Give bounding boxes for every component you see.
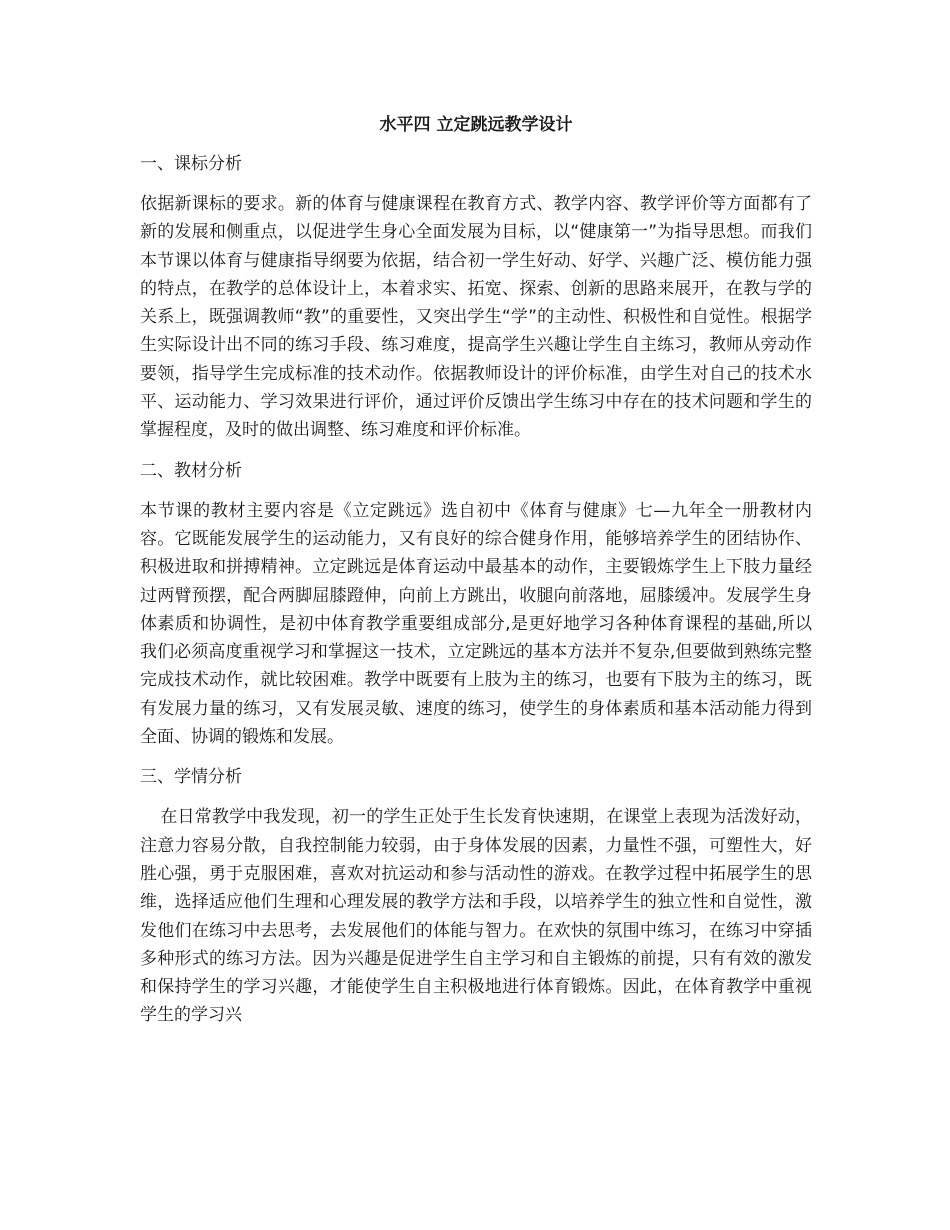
section-textbook-analysis bbox=[140, 457, 812, 752]
section-paragraph: 依据新课标的要求。新的体育与健康课程在教育方式、教学内容、教学评价等方面都有了新的发展和侧重点，以促进学生身心全面发展为目标，以“健康第一”为指导思想。而我们本节课以体育与健康指导纲要为依据，结合初一学生好动、好学、兴趣广泛、模仿能力强的特点，在教学的总体设计上，本着求实、拓宽、探索、创新的思路来展开，在教与学的关系上，既强调教师“教”的重要性，又突出学生“学”的主动性、积极性和自觉性。根据学生实际设计出不同的练习手段、练习难度，提高学生兴趣让学生自主练习，教师从旁动作要领，指导学生完成标准的技术动作。依据教师设计的评价标准，由学生对自己的技术水平、运动能力、学习效果进行评价，通过评价反馈出学生练习中存在的技术问题和学生的掌握程度，及时的做出调整、练习难度和评价标准。 bbox=[140, 194, 812, 441]
document-content bbox=[140, 108, 812, 1042]
section-heading: 二、教材分析 bbox=[140, 460, 242, 481]
section-paragraph: 本节课的教材主要内容是《立定跳远》选自初中《体育与健康》七—九年全一册教材内容。它既能发展学生的运动能力，又有良好的综合健身作用，能够培养学生的团结协作、积极进取和拼搏精神。立定跳远是体育运动中最基本的动作，主要锻炼学生上下肢力量经过两臂预摆，配合两脚屈膝蹬伸，向前上方跳出，收腿向前落地，屈膝缓冲。发展学生身体素质和协调性，是初中体育教学重要组成部分,是更好地学习各种体育课程的基础,所以我们必须高度重视学习和掌握这一技术，立定跳远的基本方法并不复杂,但要做到熟练完整完成技术动作，就比较困难。教学中既要有上肢为主的练习，也要有下肢为主的练习，既有发展力量的练习，又有发展灵敏、速度的练习，使学生的身体素质和基本活动能力得到全面、协调的锻炼和发展。 bbox=[140, 500, 812, 748]
section-heading: 一、课标分析 bbox=[140, 154, 242, 174]
section-paragraph: 在日常教学中我发现，初一的学生正处于生长发育快速期，在课堂上表现为活泼好动，注意力容易分散，自我控制能力较弱，由于身体发展的因素，力量性不强，可塑性大，好胜心强，勇于克服困难，喜欢对抗运动和参与活动性的游戏。在教学过程中拓展学生的思维，选择适应他们生理和心理发展的教学方法和手段，以培养学生的独立性和自觉性，激发他们在练习中去思考，去发展他们的体能与智力。在欢快的氛围中练习，在练习中穿插多种形式的练习方法。因为兴趣是促进学生自主学习和自主锻炼的前提，只有有效的激发和保持学生的学习兴趣，才能使学生自主积极地进行体育锻炼。因此，在体育教学中重视学生的学习兴 bbox=[140, 807, 812, 1026]
document-title: 水平四 立定跳远教学设计 bbox=[379, 115, 573, 135]
section-student-analysis bbox=[140, 763, 812, 1029]
section-curriculum-analysis bbox=[140, 150, 812, 445]
section-heading: 三、学情分析 bbox=[140, 767, 242, 788]
